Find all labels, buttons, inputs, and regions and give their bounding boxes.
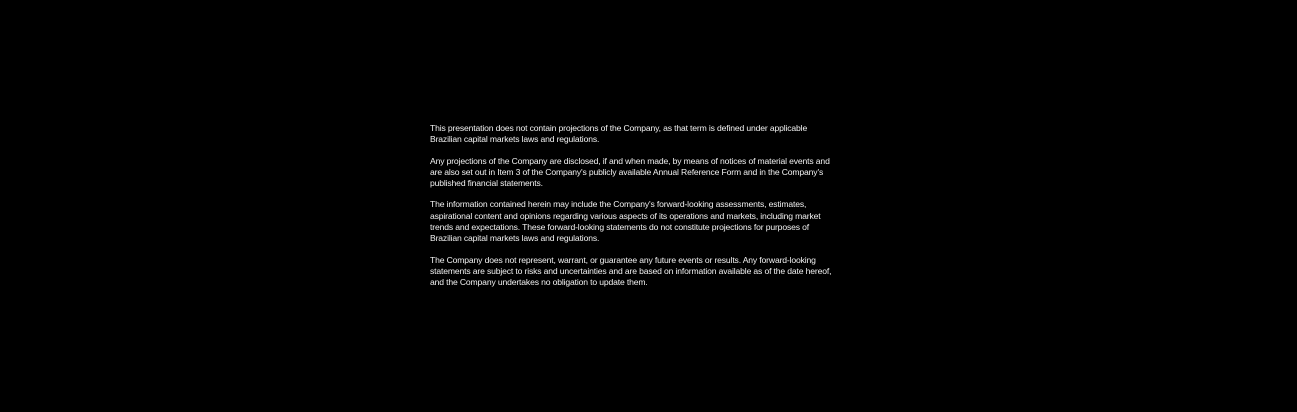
- disclaimer-text-block: [430, 123, 870, 289]
- text-line: Brazilian capital markets laws and regulations.: [430, 134, 600, 145]
- disclaimer-paragraph-projections-disclosure: [430, 156, 870, 190]
- disclaimer-paragraph-forward-looking: [430, 199, 870, 244]
- text-line: The information contained herein may include the Company's forward-looking assessments, estimates,: [430, 199, 807, 210]
- text-line: and the Company undertakes no obligation to update them.: [430, 277, 648, 288]
- text-line: aspirational content and opinions regarding various aspects of its operations and markets, including market: [430, 210, 821, 221]
- disclaimer-paragraph-projections-scope: [430, 123, 870, 146]
- text-line: are also set out in Item 3 of the Company's publicly available Annual Reference Form and in the Company's: [430, 166, 824, 177]
- text-line: published financial statements.: [430, 178, 543, 189]
- text-line: The Company does not represent, warrant, or guarantee any future events or results. Any forward-looking: [430, 254, 816, 265]
- text-line: trends and expectations. These forward-looking statements do not constitute projections for purposes of: [430, 222, 809, 233]
- text-line: Brazilian capital markets laws and regulations.: [430, 233, 600, 244]
- disclaimer-paragraph-no-guarantee: [430, 255, 870, 289]
- text-line: Any projections of the Company are disclosed, if and when made, by means of notices of material events and: [430, 155, 830, 166]
- text-line: statements are subject to risks and uncertainties and are based on information available as of the date hereof,: [430, 265, 832, 276]
- text-line: This presentation does not contain projections of the Company, as that term is defined under applicable: [430, 123, 808, 133]
